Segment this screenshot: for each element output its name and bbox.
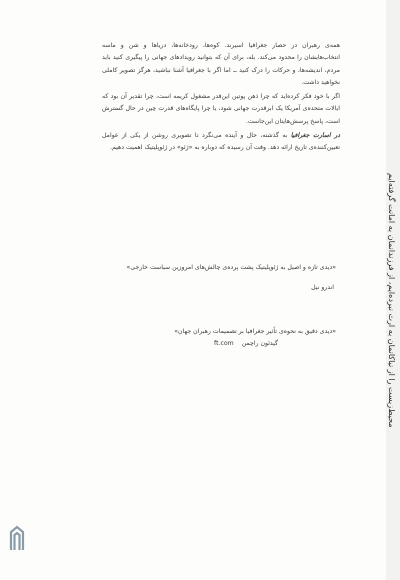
publisher-logo-icon [8, 524, 26, 552]
endorsement-source-2: ft.com [214, 340, 234, 347]
blurb-paragraph-1: همه‌ی رهبران در حصار جغرافیا اسیرند. کوه‌ها، رودخانه‌ها، دریاها و شن و ماسه انتخاب‌هایشان را محدود می‌کند. بله، برای آن که بتوانید رویدادهای جهانی را پیگیری کنید باید مردم، اندیشه‌ها، و حرکات را درک کنید ــ اما اگر با جغرافیا آشنا نباشید، هرگز تصویر کاملی نخواهید داشت. [102, 42, 340, 86]
blurb [102, 40, 340, 157]
spine-slogan: محیط‌زیست را از نیاکانمان به ارث نبرده‌ایم، از فرزندانمان به امانت گرفته‌ایم [387, 172, 396, 428]
endorsement-quote-2: «دیدی دقیق به نحوه‌ی تأثیر جغرافیا بر تصمیمات رهبران جهان» [174, 328, 336, 335]
endorsement-quote-1: «دیدی تازه و اصیل به ژئوپلیتیک پشت پرده‌ی چالش‌های امروزین سیاست خارجی» [126, 264, 336, 271]
endorsement-author-2: گیدئون راچمن [241, 340, 278, 347]
blurb-paragraph-3 [102, 130, 340, 155]
endorsements [106, 262, 336, 350]
endorsement-attribution-2 [106, 338, 336, 350]
book-title-emphasis: در اسارت جغرافیا [290, 132, 340, 140]
blurb-paragraph-2: اگر با خود فکر کرده‌اید که چرا ذهن پوتین این‌قدر مشغول کریمه است، چرا تقدیر آن بود که ایالات متحده‌ی آمریکا یک ابرقدرت جهانی شود، یا چرا پایگاه‌های قدرت چین در حال گسترش است، پاسخ پرسش‌هایتان این‌جاست. [102, 93, 340, 125]
blurb-paragraph-3-text: به گذشته، حال و آینده می‌نگرد تا تصویری روشن از یکی از عوامل تعیین‌کننده‌ی تاریخ ارائه دهد. وقت آن رسیده که دوباره به «ژئو» در ژئوپلیتیک اهمیت دهیم. [102, 132, 340, 152]
endorsement-author-1: اندرو نیل [311, 284, 334, 291]
